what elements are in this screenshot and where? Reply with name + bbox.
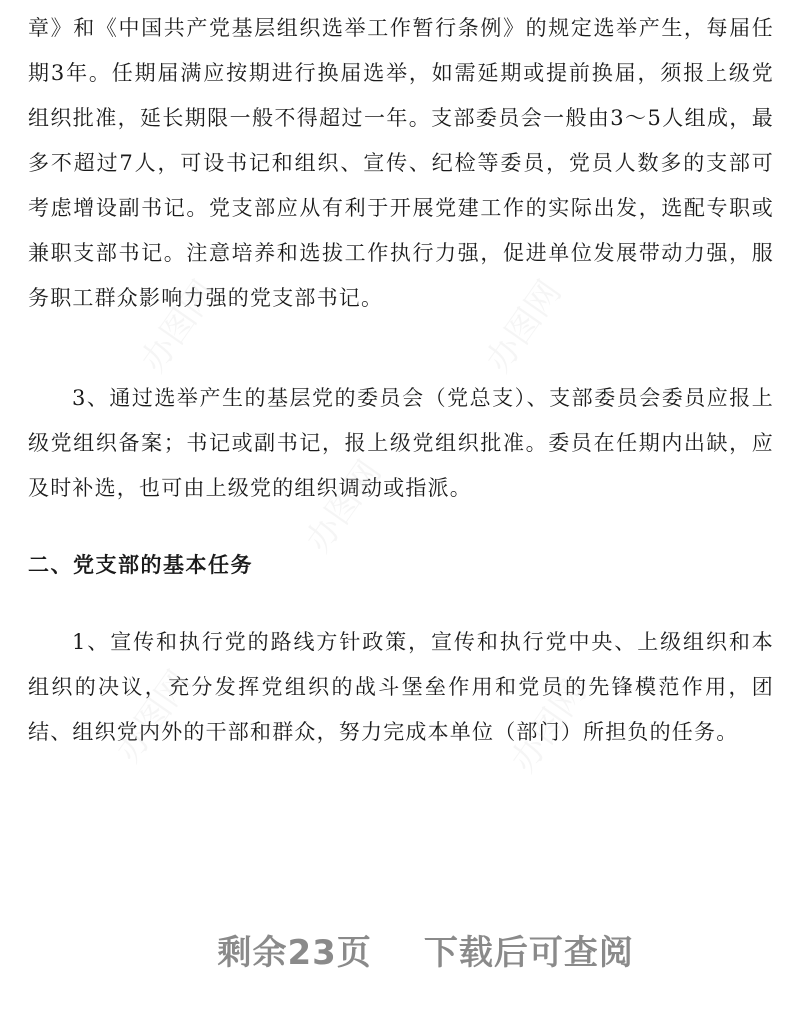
download-hint-label: 下载后可查阅 (423, 933, 634, 973)
section-heading-basic-tasks: 二、党支部的基本任务 (28, 553, 253, 577)
paragraph-election-rules: 章》和《中国共产党基层组织选举工作暂行条例》的规定选举产生，每届任期3年。任期届满应按期进行换届选举，如需延期或提前换届，须报上级党组织批准，延长期限一般不得超过一年。支部委员会一般由3～5人组成，最多不超过7人，可设书记和组织、宣传、纪检等委员，党员人数多的支部可考虑增设副书记。党支部应从有利于开展党建工作的实际出发，选配专职或兼职支部书记。注意培养和选拔工作执行力强，促进单位发展带动力强，服务职工群众影响力强的党支部书记。 (28, 16, 774, 310)
watermark-logo: 办图网 (298, 453, 390, 560)
remaining-pages-label: 剩余23页 (217, 933, 372, 973)
paragraph-task-1: 1、宣传和执行党的路线方针政策，宣传和执行党中央、上级组织和本组织的决议，充分发挥党组织的战斗堡垒作用和党员的先锋模范作用，团结、组织党内外的干部和群众，努力完成本单位（部门）所担负的任务。 (28, 630, 774, 744)
download-notice[interactable] (0, 885, 800, 1014)
watermark-logo: 办图网 (478, 273, 570, 380)
watermark-logo: 办图网 (108, 663, 200, 770)
paragraph-committee-filing: 3、通过选举产生的基层党的委员会（党总支）、支部委员会委员应报上级党组织备案；书记或副书记，报上级党组织批准。委员在任期内出缺，应及时补选，也可由上级党的组织调动或指派。 (28, 386, 774, 500)
watermark-logo: 办图网 (133, 273, 225, 380)
watermark-logo: 办图网 (503, 673, 595, 780)
